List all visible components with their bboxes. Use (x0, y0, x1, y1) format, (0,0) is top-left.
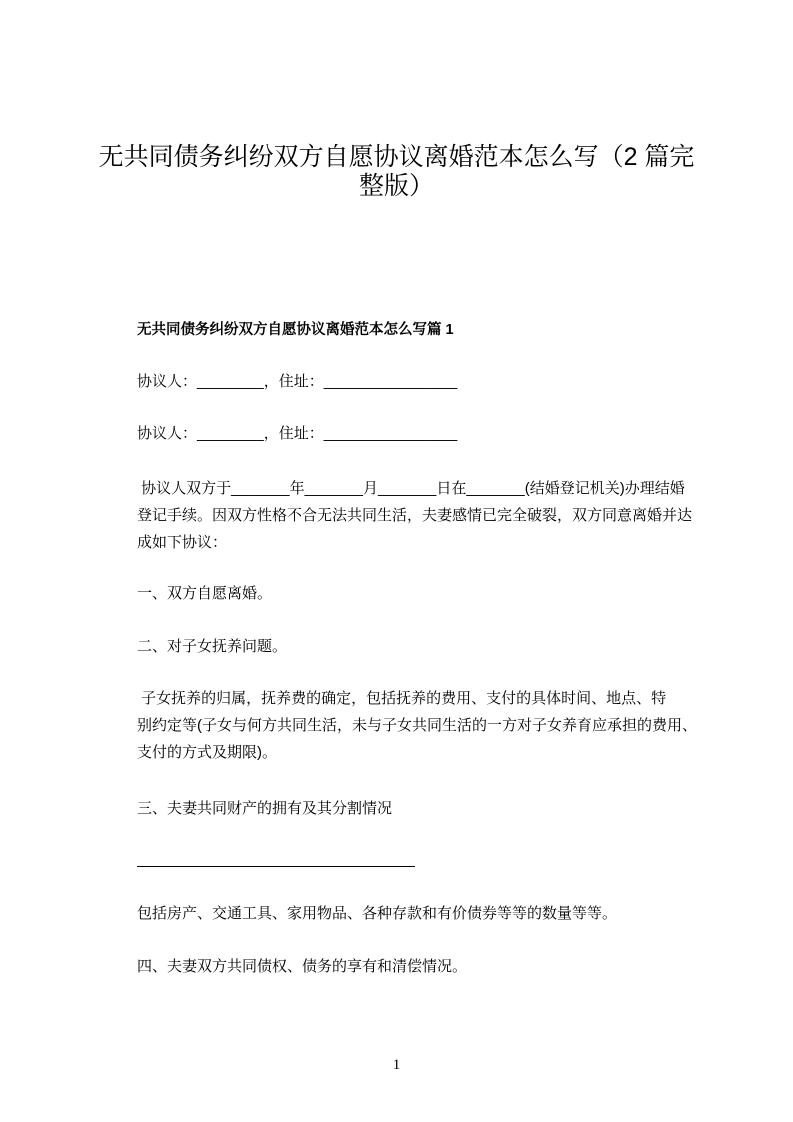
intro-line-3: 成如下协议： (137, 534, 228, 551)
blank-fill-line (137, 866, 415, 867)
custody-line-2: 别约定等(子女与何方共同生活，未与子女共同生活的一方对子女养育应承担的费用、 (137, 717, 697, 734)
custody-line-3: 支付的方式及期限)。 (137, 744, 277, 761)
custody-line-1: 子女抚养的归属，抚养费的确定，包括抚养的费用、支付的具体时间、地点、特 (137, 690, 667, 707)
section-heading: 无共同债务纠纷双方自愿协议离婚范本怎么写篇 1 (137, 322, 454, 338)
clause-4: 四、夫妻双方共同债权、债务的享有和清偿情况。 (137, 958, 468, 975)
intro-line-1: 协议人双方于_______年_______月_______日在_______(结婚登记机关)办理结婚 (137, 480, 685, 497)
document-title-line-1: 无共同债务纠纷双方自愿协议离婚范本怎么写（2 篇完 (98, 143, 695, 171)
page-number: 1 (392, 1057, 401, 1073)
intro-line-2: 登记手续。因双方性格不合无法共同生活，夫妻感情已完全破裂，双方同意离婚并达 (137, 507, 693, 524)
clause-3: 三、夫妻共同财产的拥有及其分割情况 (137, 800, 393, 817)
property-note: 包括房产、交通工具、家用物品、各种存款和有价债券等等的数量等等。 (137, 905, 618, 922)
clause-2: 二、对子女抚养问题。 (137, 638, 288, 655)
party-line-2: 协议人：________，住址：________________ (137, 425, 458, 442)
party-line-1: 协议人：________，住址：________________ (137, 373, 458, 390)
clause-1: 一、双方自愿离婚。 (137, 585, 273, 602)
document-title-line-2: 整版） (358, 172, 434, 200)
